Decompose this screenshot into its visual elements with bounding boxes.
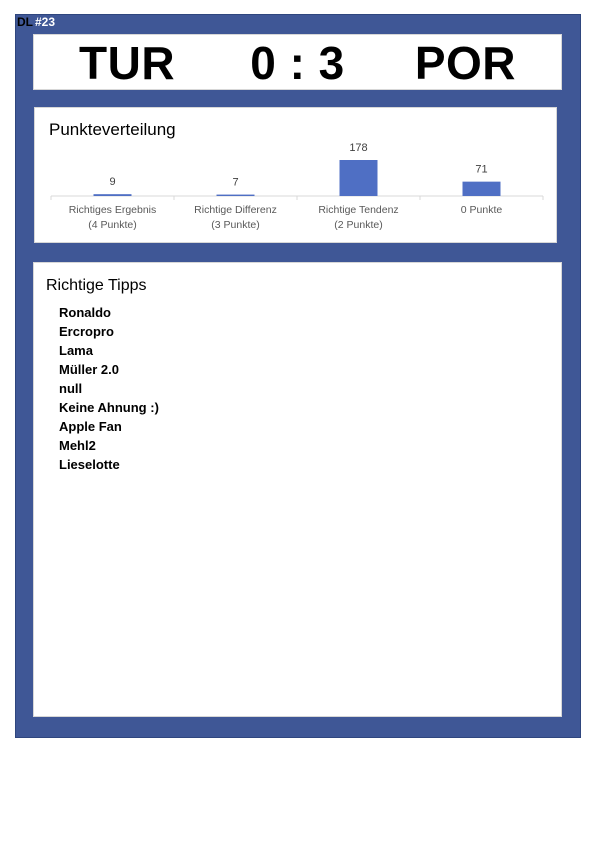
match-score: 0 : 3: [250, 37, 345, 89]
bar: [94, 194, 132, 196]
tip-name: Ronaldo: [59, 305, 111, 320]
data-label: 71: [475, 163, 488, 176]
tip-name: Lama: [59, 343, 93, 358]
tip-name: Müller 2.0: [59, 362, 119, 377]
matchday-tag: [17, 15, 55, 29]
bar: [463, 182, 501, 196]
points-distribution-panel: [34, 107, 557, 243]
tip-name: Ercropro: [59, 324, 114, 339]
scoreboard: [33, 34, 562, 90]
points-chart: [35, 108, 558, 244]
away-team: POR: [414, 37, 516, 89]
tip-name: Apple Fan: [59, 419, 122, 434]
bar: [340, 160, 378, 196]
category-label: Richtiges Ergebnis: [68, 204, 157, 216]
tag-number: #23: [35, 15, 56, 29]
correct-tips-panel: [33, 262, 562, 717]
data-label: 178: [349, 142, 368, 154]
category-sublabel: (3 Punkte): [211, 219, 260, 231]
category-sublabel: (4 Punkte): [88, 219, 137, 231]
category-label: 0 Punkte: [460, 204, 503, 216]
category-label: Richtige Differenz: [194, 204, 277, 216]
tips-heading: Richtige Tipps: [46, 277, 147, 294]
data-label: 9: [109, 176, 116, 189]
tips-list: [59, 303, 159, 474]
category-label: Richtige Tendenz: [318, 204, 399, 216]
tip-name: Mehl2: [59, 438, 96, 453]
data-label: 7: [232, 176, 239, 189]
bar: [217, 195, 255, 196]
tag-prefix: DL: [17, 15, 33, 29]
home-team: TUR: [79, 37, 176, 89]
tip-name: Keine Ahnung :): [59, 400, 159, 415]
tip-name: Lieselotte: [59, 457, 120, 472]
tip-name: null: [59, 381, 83, 396]
chart-title: Punkteverteilung: [49, 120, 176, 139]
category-sublabel: (2 Punkte): [334, 219, 383, 231]
